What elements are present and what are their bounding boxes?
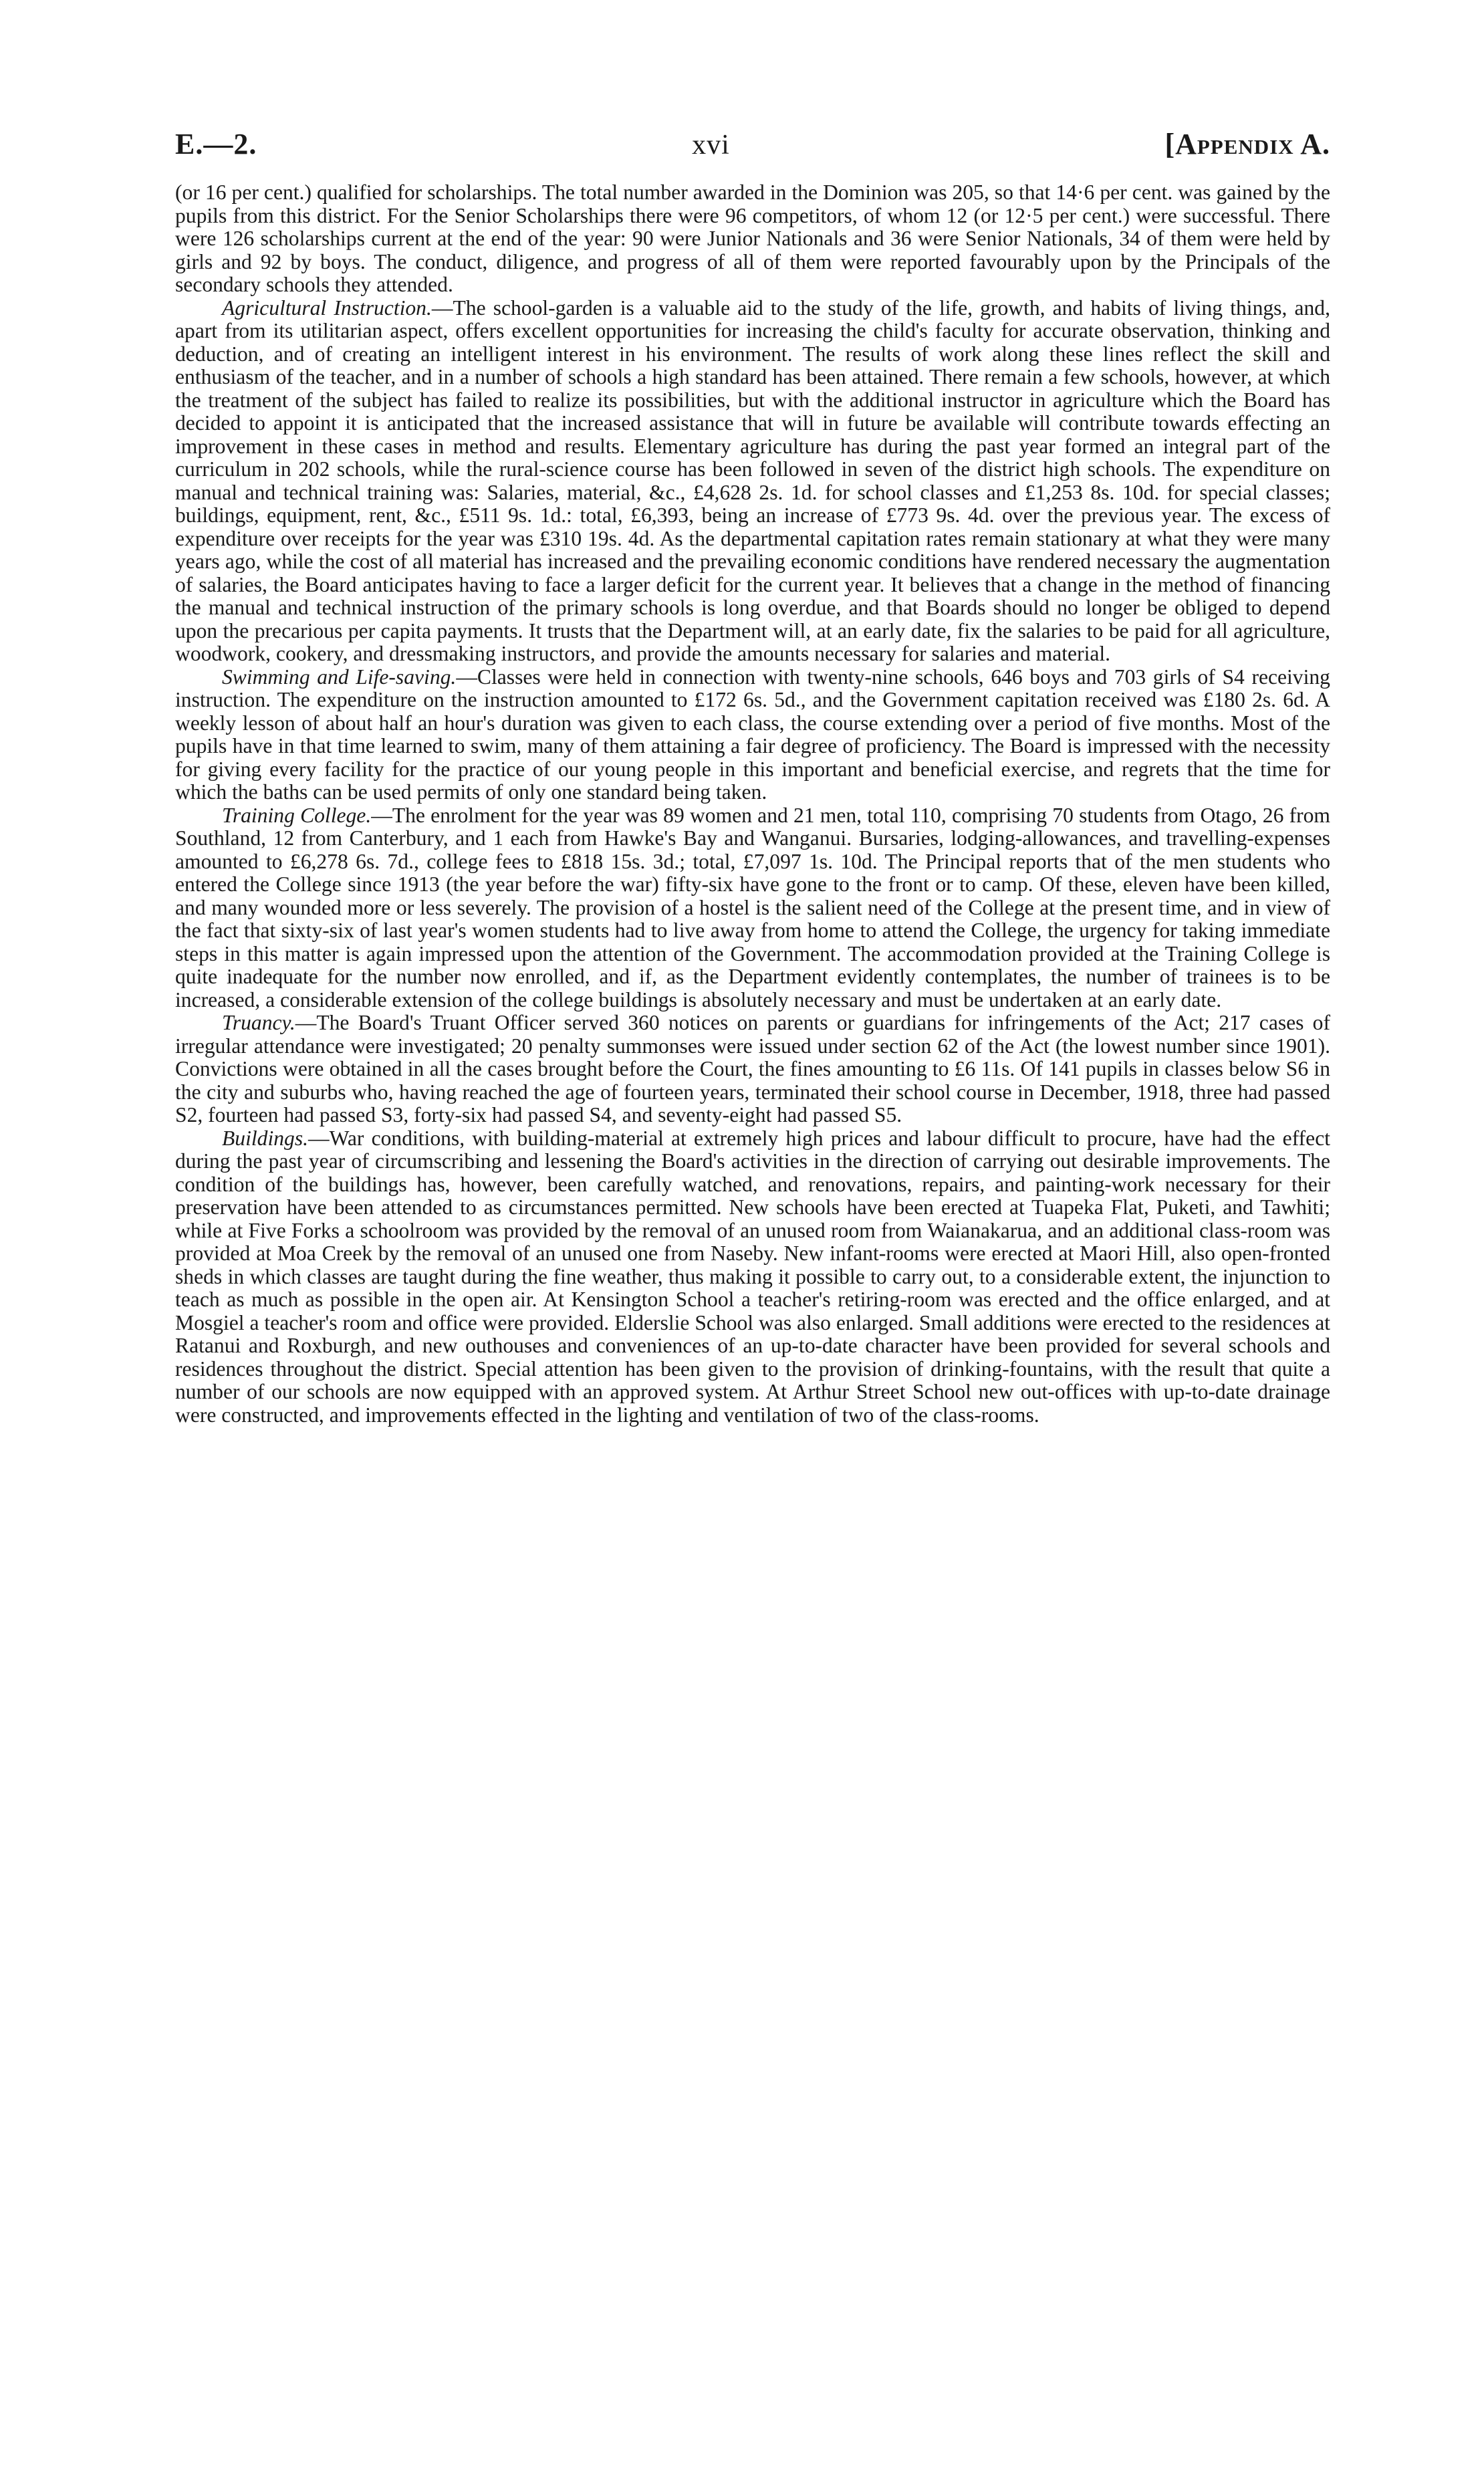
- paragraph-text: —The enrolment for the year was 89 women and 21 men, total 110, comprising 70 students from Otago, 26 from Southland, 12 from Canterbury, and 1 each from Hawke's Bay and Wanganui. Bursaries, lodging-allowances, and travelling-expenses amounted to £6,278 6s. 7d., college fees to £818 15s. 3d.; total, £7,097 1s. 10d. The Principal reports that of the men students who entered the College since 1913 (the year before the war) fifty-six have gone to the front or to camp. Of these, eleven have been killed, and many wounded more or less severely. The provision of a hostel is the salient need of the College at the present time, and in view of the fact that sixty-six of last year's women students had to live away from home to attend the College, the urgency for taking immediate steps in this matter is again impressed upon the attention of the Government. The accommodation provided at the Training College is quite inadequate for the number now enrolled, and if, as the Department evidently contemplates, the number of trainees is to be increased, a considerable extension of the college buildings is absolutely necessary and must be undertaken at an early date.: [175, 803, 1330, 1012]
- paragraph-text: —Classes were held in connection with twenty-nine schools, 646 boys and 703 girls of S4 receiving instruction. The expenditure on the instruction amounted to £172 6s. 5d., and the Government capitation received was £180 2s. 6d. A weekly lesson of about half an hour's duration was given to each class, the course extending over a period of five months. Most of the pupils have in that time learned to swim, many of them attaining a fair degree of proficiency. The Board is impressed with the necessity for giving every facility for the practice of our young people in this important and beneficial exercise, and regrets that the time for which the baths can be used permits of only one standard being taken.: [175, 665, 1330, 804]
- paragraph-scholarships: [175, 181, 1330, 297]
- page-header: [175, 127, 1330, 161]
- paragraph-swimming: [175, 666, 1330, 804]
- page-number: xvi: [692, 130, 730, 160]
- section-heading: Training College.: [222, 803, 372, 827]
- document-page: [175, 127, 1330, 1427]
- paragraph-buildings: [175, 1127, 1330, 1427]
- paragraph-training-college: [175, 804, 1330, 1012]
- header-left: E.—2.: [175, 128, 257, 160]
- section-heading: Swimming and Life-saving.: [222, 665, 457, 689]
- paragraph-text: (or 16 per cent.) qualified for scholarships. The total number awarded in the Dominion was 205, so that 14·6 per cent. was gained by the pupils from this district. For the Senior Scholarships there were 96 competitors, of whom 12 (or 12·5 per cent.) were successful. There were 126 scholarships current at the end of the year: 90 were Junior Nationals and 36 were Senior Nationals, 34 of them were held by girls and 92 by boys. The conduct, diligence, and progress of all of them were reported favourably upon by the Principals of the secondary schools they attended.: [175, 181, 1330, 296]
- section-heading: Truancy.: [222, 1011, 295, 1034]
- paragraph-agricultural-instruction: [175, 297, 1330, 666]
- header-right: [Appendix A.: [1164, 128, 1330, 160]
- paragraph-text: —The school-garden is a valuable aid to the study of the life, growth, and habits of living things, and, apart from its utilitarian aspect, offers excellent opportunities for increasing the child's faculty for accurate observation, thinking and deduction, and of creating an intelligent interest in his environment. The results of work along these lines reflect the skill and enthusiasm of the teacher, and in a number of schools a high standard has been attained. There remain a few schools, however, at which the treatment of the subject has failed to realize its possibilities, but with the additional instructor in agriculture which the Board has decided to appoint it is anticipated that the increased assistance that will in future be available will contribute towards effecting an improvement in these cases in method and results. Elementary agriculture has during the past year formed an integral part of the curriculum in 202 schools, while the rural-science course has been followed in seven of the district high schools. The expenditure on manual and technical training was: Salaries, material, &c., £4,628 2s. 1d. for school classes and £1,253 8s. 10d. for special classes; buildings, equipment, rent, &c., £511 9s. 1d.: total, £6,393, being an increase of £773 9s. 4d. over the previous year. The excess of expenditure over receipts for the year was £310 19s. 4d. As the departmental capitation rates remain stationary at what they were many years ago, while the cost of all material has increased and the prevailing economic conditions have rendered necessary the augmentation of salaries, the Board anticipates having to face a larger deficit for the current year. It believes that a change in the method of financing the manual and technical instruction of the primary schools is long overdue, and that Boards should no longer be obliged to depend upon the precarious per capita payments. It trusts that the Department will, at an early date, fix the salaries to be paid for all agriculture, woodwork, cookery, and dressmaking instructors, and provide the amounts necessary for salaries and material.: [175, 295, 1330, 665]
- section-heading: Agricultural Instruction.: [222, 295, 432, 320]
- section-heading: Buildings.: [222, 1126, 309, 1150]
- paragraph-text: —War conditions, with building-material at extremely high prices and labour difficult to procure, have had the effect during the past year of circumscribing and lessening the Board's activities in the direction of carrying out desirable improvements. The condition of the buildings has, however, been carefully watched, and renovations, repairs, and painting-work necessary for their preservation have been attended to as circumstances permitted. New schools have been erected at Tuapeka Flat, Puketi, and Tawhiti; while at Five Forks a schoolroom was provided by the removal of an unused room from Waianakarua, and an additional class-room was provided at Moa Creek by the removal of an unused one from Naseby. New infant-rooms were erected at Maori Hill, also open-fronted sheds in which classes are taught during the fine weather, thus making it possible to carry out, to a considerable extent, the injunction to teach as much as possible in the open air. At Kensington School a teacher's retiring-room was erected and the office enlarged, and at Mosgiel a teacher's room and office were provided. Elderslie School was also enlarged. Small additions were erected to the residences at Ratanui and Roxburgh, and new outhouses and conveniences of an up-to-date character have been provided for several schools and residences throughout the district. Special attention has been given to the provision of drinking-fountains, with the result that quite a number of our schools are now equipped with an approved system. At Arthur Street School new out-offices with up-to-date drainage were constructed, and improvements effected in the lighting and ventilation of two of the class-rooms.: [175, 1126, 1330, 1427]
- paragraph-truancy: [175, 1012, 1330, 1127]
- paragraph-text: —The Board's Truant Officer served 360 notices on parents or guardians for infringements of the Act; 217 cases of irregular attendance were investigated; 20 penalty summonses were issued under section 62 of the Act (the lowest number since 1901). Convictions were obtained in all the cases brought before the Court, the fines amounting to £6 11s. Of 141 pupils in classes below S6 in the city and suburbs who, having reached the age of fourteen years, terminated their school course in December, 1918, three had passed S2, fourteen had passed S3, forty-six had passed S4, and seventy-eight had passed S5.: [175, 1011, 1330, 1127]
